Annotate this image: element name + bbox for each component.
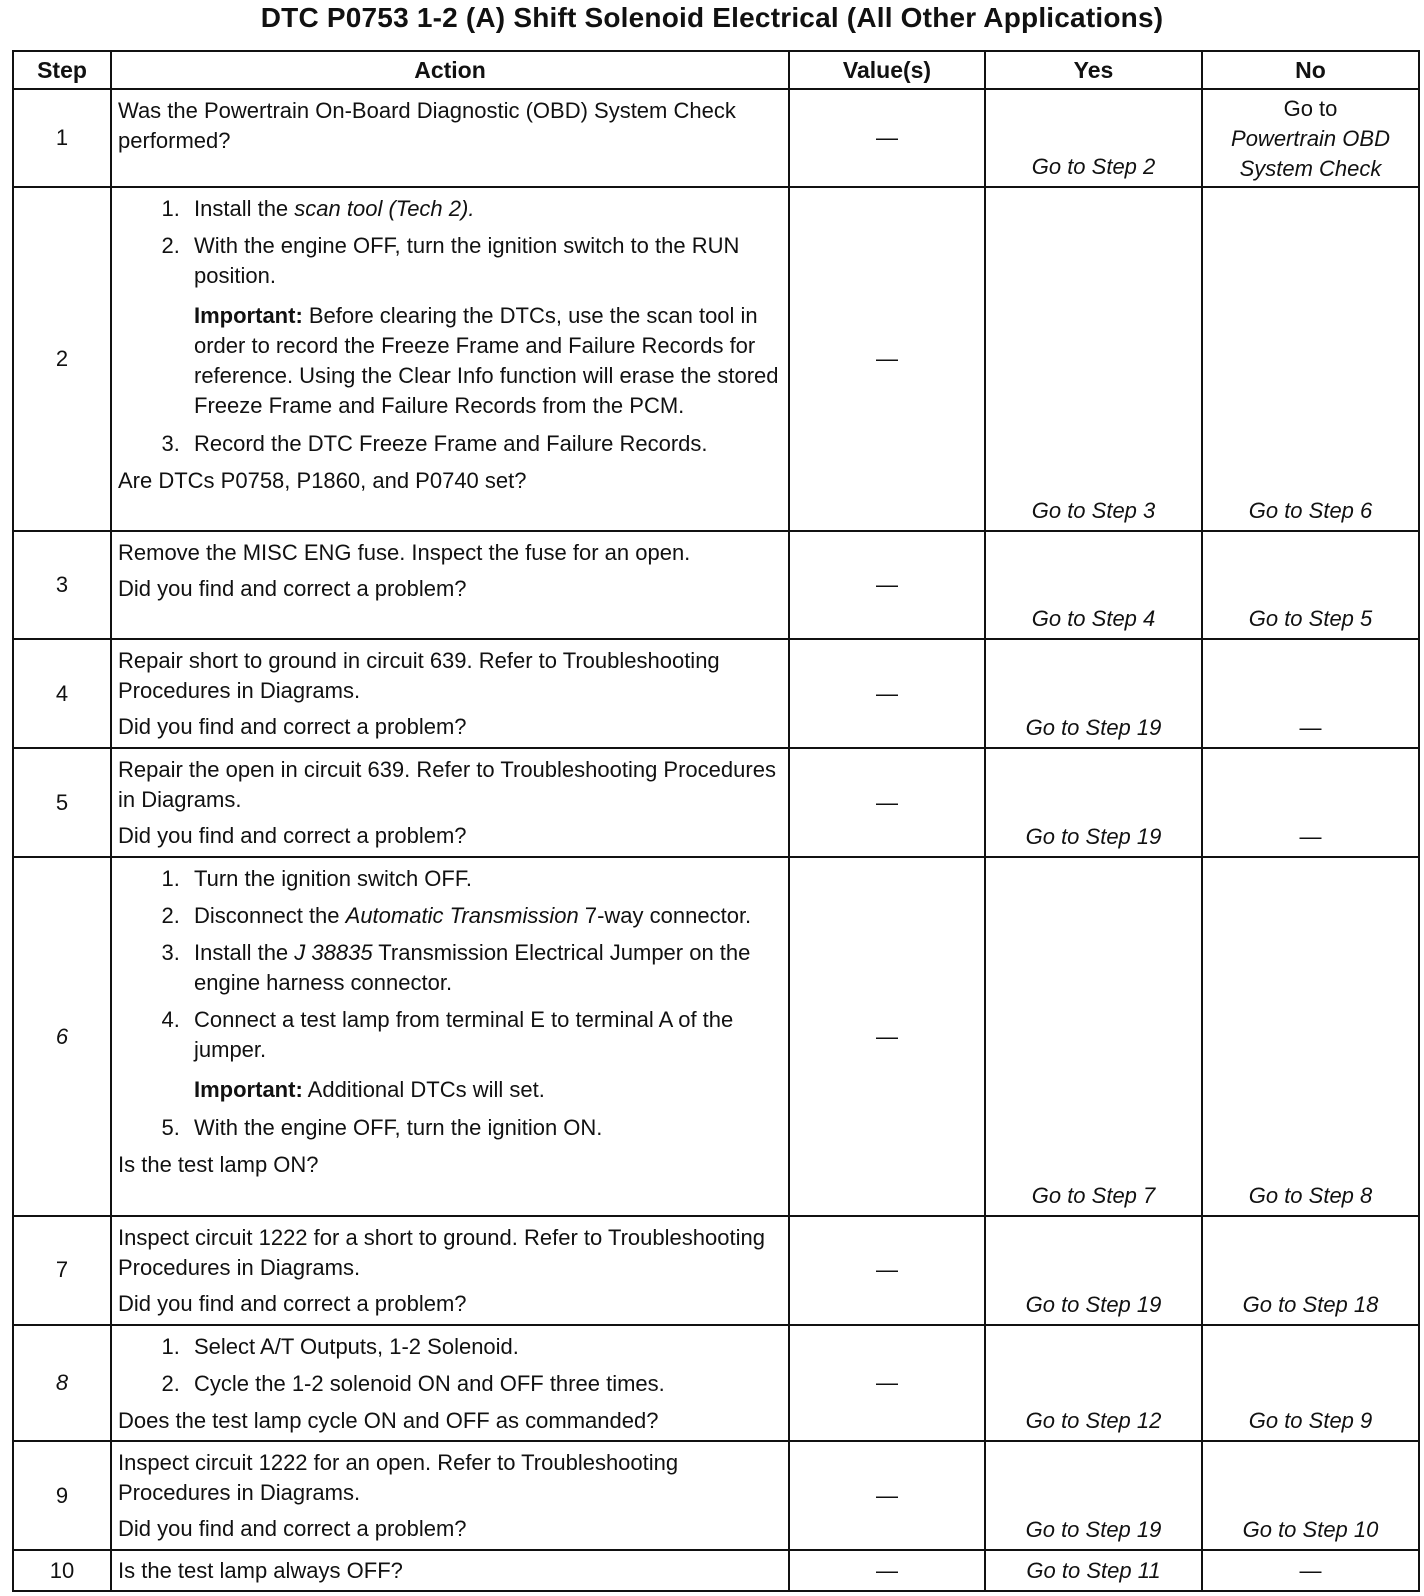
value-cell: —: [789, 1550, 985, 1591]
action-question: Are DTCs P0758, P1860, and P0740 set?: [118, 467, 527, 493]
no-cell: —: [1202, 1550, 1419, 1591]
column-header-step: Step: [13, 51, 111, 89]
yes-link[interactable]: Go to Step 2: [985, 89, 1202, 187]
step-number: 8: [13, 1325, 111, 1441]
procedure-item: 1. Turn the ignition switch OFF.: [186, 864, 782, 894]
action-text: Repair short to ground in circuit 639. Refer to Troubleshooting Procedures in Diagrams.: [118, 648, 720, 704]
yes-link[interactable]: Go to Step 12: [985, 1325, 1202, 1441]
no-cell: —: [1202, 748, 1419, 857]
action-question: Did you find and correct a problem?: [118, 576, 467, 602]
procedure-list: [118, 1332, 782, 1399]
column-header-no: No: [1202, 51, 1419, 89]
step-number: 2: [13, 187, 111, 531]
action-cell: [111, 531, 789, 639]
step-number: 9: [13, 1441, 111, 1550]
value-cell: —: [789, 187, 985, 531]
value-cell: —: [789, 1216, 985, 1325]
page-title: DTC P0753 1-2 (A) Shift Solenoid Electrical (All Other Applications): [260, 2, 1164, 33]
no-link[interactable]: Go to Step 5: [1202, 531, 1419, 639]
step-number: 3: [13, 531, 111, 639]
action-text: Repair the open in circuit 639. Refer to Troubleshooting Procedures in Diagrams.: [118, 757, 776, 813]
procedure-item: 2. Disconnect the Automatic Transmission 7-way connector.: [186, 901, 782, 931]
column-header-yes: Yes: [985, 51, 1202, 89]
table-row: [13, 639, 1419, 748]
procedure-item: 1. Install the scan tool (Tech 2).: [186, 194, 782, 224]
table-row: [13, 89, 1419, 187]
yes-link[interactable]: Go to Step 19: [985, 1441, 1202, 1550]
column-header-action: Action: [111, 51, 789, 89]
value-cell: —: [789, 1325, 985, 1441]
procedure-item: 5. With the engine OFF, turn the ignition ON.: [186, 1113, 782, 1143]
step-number: 7: [13, 1216, 111, 1325]
table-row: [13, 1550, 1419, 1591]
no-link[interactable]: Go to Step 18: [1202, 1216, 1419, 1325]
table-row: [13, 748, 1419, 857]
table-row: [13, 187, 1419, 531]
column-header-values: Value(s): [789, 51, 985, 89]
yes-link[interactable]: Go to Step 19: [985, 1216, 1202, 1325]
important-note: Important: Before clearing the DTCs, use the scan tool in order to record the Freeze Frame and Failure Records for reference. Using the Clear Info function will erase the stored Freeze Frame and Failure Records from the PCM.: [194, 302, 779, 418]
table-row: [13, 1441, 1419, 1550]
value-cell: —: [789, 639, 985, 748]
procedure-list: [118, 194, 782, 459]
step-number: 4: [13, 639, 111, 748]
yes-link[interactable]: Go to Step 3: [985, 187, 1202, 531]
yes-link[interactable]: Go to Step 7: [985, 857, 1202, 1216]
action-cell: [111, 1216, 789, 1325]
procedure-item: 2. With the engine OFF, turn the ignition switch to the RUN position. Important: Before clearing the DTCs, use the scan tool in order to record the Freeze Frame and Failure Records for reference. Using the Clear Info function will erase the stored Freeze Frame and Failure Records from the PCM.: [186, 231, 782, 421]
action-cell: [111, 857, 789, 1216]
action-cell: [111, 89, 789, 187]
procedure-item: 1. Select A/T Outputs, 1-2 Solenoid.: [186, 1332, 782, 1362]
action-cell: [111, 748, 789, 857]
procedure-list: [118, 864, 782, 1143]
step-number: 10: [13, 1550, 111, 1591]
no-link[interactable]: Go to Step 6: [1202, 187, 1419, 531]
no-link-target[interactable]: Powertrain OBD System Check: [1231, 126, 1390, 181]
step-number: 6: [13, 857, 111, 1216]
action-text: Inspect circuit 1222 for an open. Refer to Troubleshooting Procedures in Diagrams.: [118, 1450, 679, 1506]
table-row: [13, 1216, 1419, 1325]
procedure-item: 3. Record the DTC Freeze Frame and Failure Records.: [186, 429, 782, 459]
procedure-item: 4. Connect a test lamp from terminal E to terminal A of the jumper. Important: Additional DTCs will set.: [186, 1005, 782, 1105]
table-row: [13, 857, 1419, 1216]
table-header-row: [13, 51, 1419, 89]
action-question: Did you find and correct a problem?: [118, 1516, 467, 1542]
action-text: Remove the MISC ENG fuse. Inspect the fuse for an open.: [118, 540, 691, 566]
step-number: 5: [13, 748, 111, 857]
action-cell: [111, 1325, 789, 1441]
action-cell: [111, 639, 789, 748]
step-number: 1: [13, 89, 111, 187]
procedure-item: 3. Install the J 38835 Transmission Electrical Jumper on the engine harness connector.: [186, 938, 782, 998]
no-link[interactable]: Go to Step 8: [1202, 857, 1419, 1216]
action-cell: [111, 1550, 789, 1591]
no-link-prefix: Go to: [1283, 96, 1338, 121]
no-link[interactable]: Go to Step 10: [1202, 1441, 1419, 1550]
procedure-item: 2. Cycle the 1-2 solenoid ON and OFF three times.: [186, 1369, 782, 1399]
table-row: [13, 1325, 1419, 1441]
action-question: Is the test lamp ON?: [118, 1152, 319, 1178]
value-cell: —: [789, 1441, 985, 1550]
yes-link[interactable]: Go to Step 11: [985, 1550, 1202, 1591]
action-question: Does the test lamp cycle ON and OFF as commanded?: [118, 1407, 659, 1433]
no-cell: —: [1202, 639, 1419, 748]
no-link[interactable]: [1202, 89, 1419, 187]
action-question: Is the test lamp always OFF?: [118, 1557, 403, 1583]
table-row: [13, 531, 1419, 639]
action-question: Was the Powertrain On-Board Diagnostic (OBD) System Check performed?: [118, 98, 736, 153]
no-link[interactable]: Go to Step 9: [1202, 1325, 1419, 1441]
action-cell: [111, 187, 789, 531]
action-question: Did you find and correct a problem?: [118, 1290, 467, 1316]
yes-link[interactable]: Go to Step 19: [985, 639, 1202, 748]
action-question: Did you find and correct a problem?: [118, 823, 467, 849]
value-cell: —: [789, 89, 985, 187]
action-question: Did you find and correct a problem?: [118, 714, 467, 740]
value-cell: —: [789, 857, 985, 1216]
value-cell: —: [789, 531, 985, 639]
diagnostic-table: [12, 50, 1420, 1592]
important-note: Important: Additional DTCs will set.: [194, 1077, 545, 1103]
yes-link[interactable]: Go to Step 19: [985, 748, 1202, 857]
value-cell: —: [789, 748, 985, 857]
yes-link[interactable]: Go to Step 4: [985, 531, 1202, 639]
action-text: Inspect circuit 1222 for a short to ground. Refer to Troubleshooting Procedures in Diagrams.: [118, 1224, 765, 1280]
action-cell: [111, 1441, 789, 1550]
